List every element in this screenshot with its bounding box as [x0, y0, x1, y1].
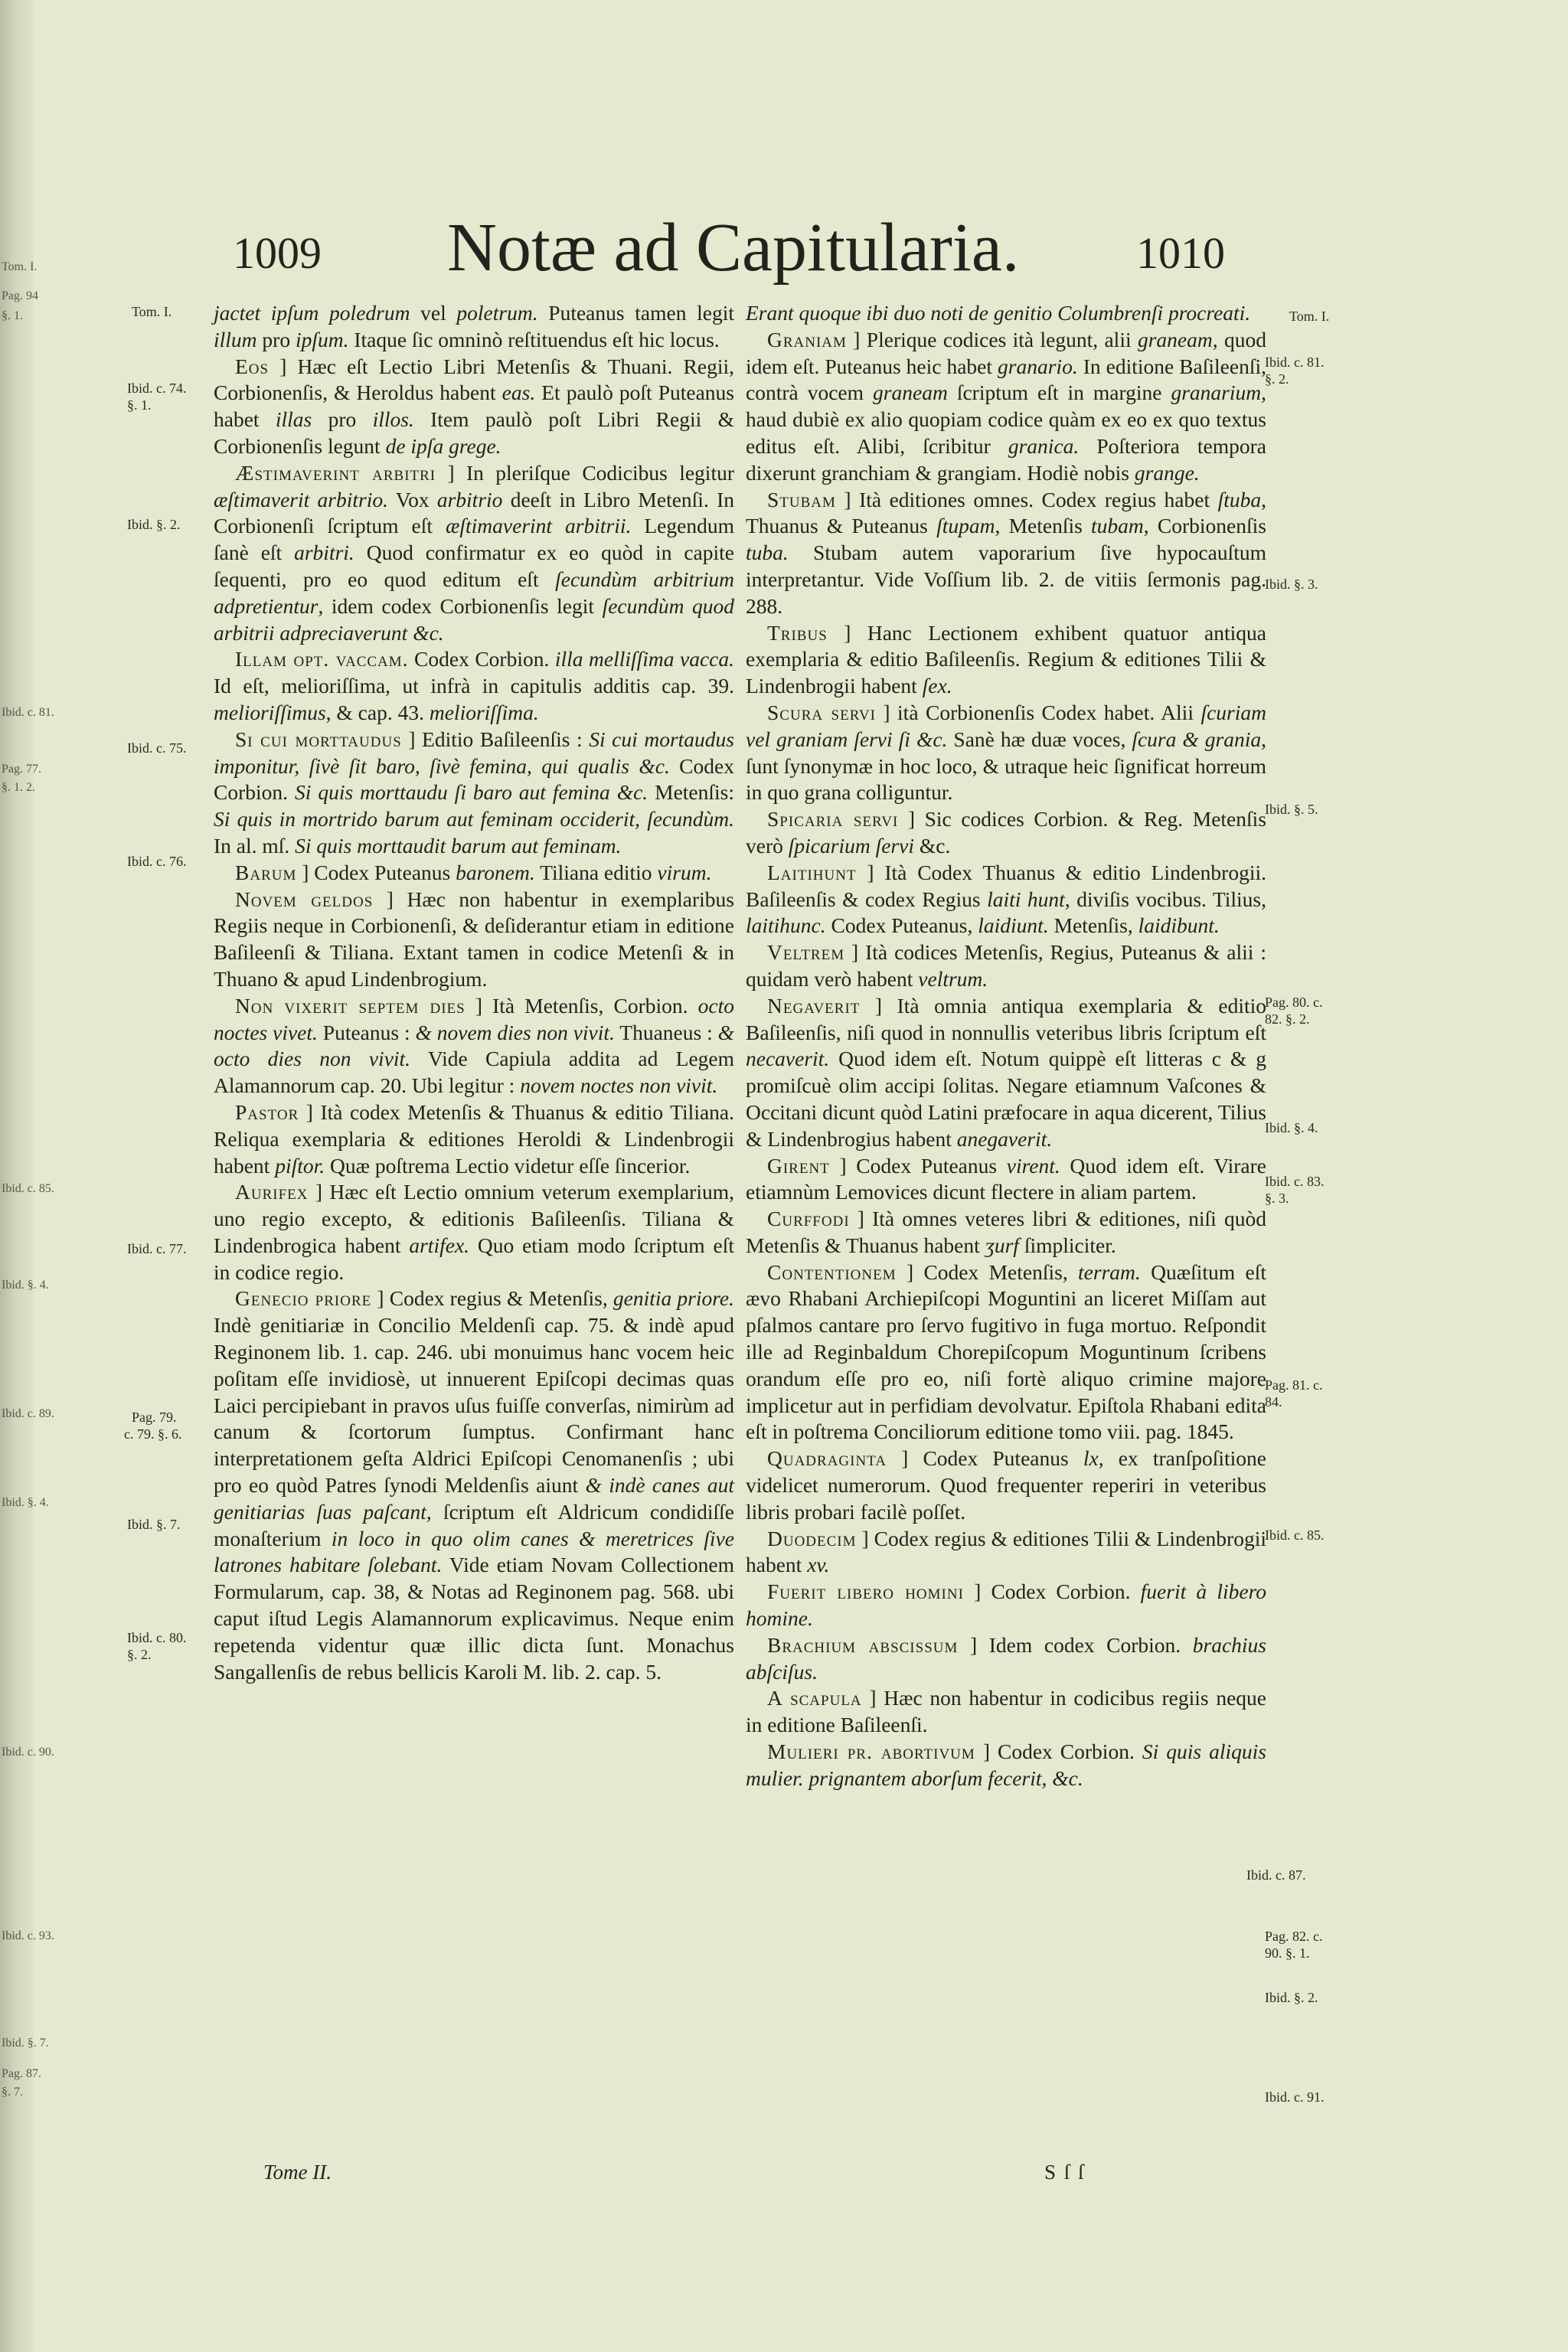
running-header	[34, 201, 1289, 285]
note-paragraph	[746, 1446, 1266, 1525]
page-title: Notæ ad Capitularia.	[447, 210, 1020, 286]
italic-text: æſtimaverit arbitrio.	[214, 487, 388, 511]
text-run: ] Ità omnes veteres libri & editiones, niſi quòd Metenſis & Thuanus habent	[746, 1207, 1266, 1257]
gutter-note: Ibid. c. 85.	[2, 1182, 54, 1195]
lemma: Tribus	[767, 620, 828, 645]
margin-note: Pag. 81. c.	[1265, 1377, 1323, 1393]
italic-text: virent.	[1006, 1153, 1060, 1178]
text-run: Poſteriora tempora dixerunt granchiam & grangiam. Hodiè nobis	[746, 433, 1267, 485]
text-run: Quod idem eſt. Notum quippè eſt litteras c & g promiſcuè olim accipi ſolitas. Negare etiamnum Vaſcones & Occitani dicunt quòd Latini præfocare in aqua dicerent, Tilius & Lindenbrogius habent	[746, 1047, 1266, 1151]
text-run: , ſunt ſynonymæ in hoc loco, & utraque heic ſignificat horreum in quo grana colliguntur.	[746, 727, 1266, 805]
text-run: , diviſis vocibus. Tilius,	[1064, 887, 1267, 911]
italic-text: ſecundùm quod arbitrii adpreciaverunt &c.	[214, 593, 734, 645]
lemma: Barum	[235, 860, 297, 884]
italic-text: Si quis in mortrido barum aut feminam occiderit, ſecundùm.	[214, 807, 734, 831]
italic-text: Si cui mortaudus imponitur, ſivè ſit baro, ſivè femina, qui qualis &c.	[214, 727, 734, 778]
gutter-note: §. 1.	[2, 309, 23, 322]
italic-text: grange.	[1134, 460, 1200, 485]
note-paragraph	[746, 993, 1266, 1153]
italic-text: illum	[214, 327, 257, 351]
italic-text: granario.	[998, 354, 1078, 378]
margin-note: Ibid. c. 80.	[127, 1630, 187, 1645]
text-run: , & cap. 43.	[325, 700, 430, 724]
margin-note: Ibid. §. 7.	[127, 1517, 181, 1532]
note-paragraph	[214, 1099, 734, 1179]
margin-note: Tom. I.	[132, 304, 172, 319]
italic-text: melioriſſimus	[214, 700, 326, 724]
text-run: ] Ità codices Metenſis, Regius, Puteanus & alii : quidam verò habent	[746, 940, 1266, 991]
note-paragraph	[746, 487, 1266, 620]
lemma: Novem geldos	[235, 887, 374, 911]
text-run: Et paulò poſt Puteanus habet	[214, 381, 734, 432]
text-run: Legendum ſanè eſt	[214, 514, 734, 565]
margin-note: Ibid. §. 5.	[1265, 802, 1318, 817]
margin-note: Ibid. c. 83.	[1265, 1174, 1325, 1189]
margin-note: Ibid. c. 77.	[127, 1241, 187, 1256]
italic-text: ſcura & grania	[1132, 727, 1262, 751]
text-run: ] Plerique codices ità legunt, alii	[846, 327, 1138, 351]
italic-text: Si quis aliquis mulier. prignantem aborſum fecerit, &c.	[746, 1740, 1267, 1790]
italic-text: veltrum.	[918, 966, 988, 991]
italic-text: ſcuriam vel graniam ſervi ſi &c.	[746, 700, 1266, 751]
italic-text: arbitri.	[294, 541, 354, 565]
italic-text: baronem.	[456, 860, 535, 884]
margin-note: Pag. 80. c.	[1265, 995, 1323, 1010]
text-run: ] In pleriſque Codicibus legitur	[436, 460, 734, 485]
note-paragraph	[214, 727, 734, 860]
text-run: Vide Capiula addita ad Legem Alamannorum cap. 20. Ubi legitur :	[214, 1047, 734, 1098]
left-text-column	[214, 300, 734, 1685]
note-paragraph	[214, 646, 734, 726]
lemma: Spicaria servi	[767, 807, 899, 831]
italic-text: anegaverit.	[956, 1126, 1053, 1151]
text-run: ] Codex regius & Metenſis,	[371, 1286, 613, 1311]
italic-text: granica.	[1008, 433, 1080, 458]
text-run: ] ità Corbionenſis Codex habet. Alii	[875, 700, 1201, 724]
lemma: Quadraginta	[767, 1446, 887, 1471]
text-run: ] Codex regius & editiones Tilii & Lindenbrogii habent	[746, 1526, 1266, 1577]
italic-text: ſex.	[922, 674, 952, 698]
text-run: ] Hæc eſt Lectio Libri Metenſis & Thuani. Regii, Corbionenſis, & Heroldus habent	[214, 354, 734, 405]
text-run: pro	[312, 407, 373, 432]
text-run: , idem codex Corbionenſis legit	[318, 593, 603, 618]
text-run: ] Hæc non habentur in exemplaribus Regiis neque in Corbionenſi, & deſiderantur etiam in editione Baſileenſi & Tiliana. Extant tamen in codice Metenſi & in Thuano & apud Lindenbrogium.	[214, 887, 734, 991]
text-run: Vox	[387, 487, 437, 511]
text-run: Stubam autem vaporarium ſive hypocauſtum interpretantur. Vide Voſſium lib. 2. de vitiis ſermonis pag. 288.	[746, 541, 1266, 618]
text-run: Itaque ſic omninò reſtituendus eſt hic locus.	[348, 327, 720, 351]
lemma: Stubam	[767, 487, 836, 511]
note-paragraph	[214, 460, 734, 647]
margin-note: 82. §. 2.	[1265, 1011, 1310, 1027]
italic-text: laidibunt.	[1138, 913, 1220, 938]
gutter-note: Pag. 87.	[2, 2067, 41, 2080]
gutter-note: Ibid. §. 7.	[2, 2037, 49, 2050]
italic-text: & novem dies non vivit.	[415, 1020, 615, 1044]
margin-note: §. 3.	[1265, 1191, 1289, 1206]
text-run: Quæ poſtrema Lectio videtur eſſe ſincerior.	[325, 1153, 691, 1178]
text-run: Quo etiam modo ſcriptum eſt in codice regio.	[214, 1233, 735, 1284]
text-run: vel	[410, 301, 457, 325]
margin-note: Pag. 82. c.	[1265, 1929, 1323, 1944]
text-run: Tiliana editio	[534, 860, 658, 884]
text-run: &c.	[913, 833, 951, 858]
lemma: Girent	[767, 1153, 830, 1178]
italic-text: in loco in quo olim canes & meretrices ſive latrones habitare ſolebant.	[214, 1526, 734, 1577]
italic-text: ʒurf	[985, 1233, 1019, 1257]
margin-note: Ibid. c. 76.	[127, 854, 187, 869]
book-page	[34, 0, 1568, 2352]
italic-text: artifex.	[409, 1233, 470, 1257]
text-run: Item paulò poſt Libri Regii & Corbionenſis legunt	[214, 407, 734, 458]
italic-text: piſtor.	[275, 1153, 325, 1178]
text-run: , haud dubiè ex alio quopiam codice quàm ex eo ex quo textus editus eſt. Alibi, ſcribitur	[746, 381, 1267, 458]
note-paragraph	[214, 993, 734, 1099]
italic-text: ſtupam	[936, 514, 995, 538]
text-run: ] Editio Baſileenſis :	[401, 727, 590, 751]
italic-text: tuba.	[746, 541, 789, 565]
right-text-column	[746, 300, 1266, 1792]
italic-text: fuerit à libero homine.	[746, 1579, 1267, 1631]
note-paragraph	[746, 1685, 1266, 1739]
lemma: Illam opt. vaccam.	[235, 647, 409, 671]
gutter-note: Ibid. c. 93.	[2, 1929, 54, 1942]
margin-note: Ibid. c. 85.	[1265, 1527, 1325, 1543]
lemma: Curffodi	[767, 1207, 850, 1231]
lemma: Si cui morttaudus	[235, 727, 402, 751]
binding-gutter	[0, 0, 54, 2352]
text-run: Codex Corbion.	[214, 753, 734, 805]
text-run: Puteanus tamen legit	[537, 301, 734, 325]
lemma: Fuerit libero homini	[767, 1579, 964, 1604]
margin-note: Ibid. c. 91.	[1265, 2089, 1325, 2105]
gathering-signature: S ſ ſ	[1044, 2161, 1086, 2184]
margin-note: Ibid. c. 74.	[127, 381, 187, 396]
lemma: Mulieri pr. abortivum	[767, 1740, 975, 1764]
note-paragraph	[746, 1632, 1266, 1686]
italic-text: melioriſſima.	[429, 700, 539, 724]
note-paragraph	[746, 939, 1266, 993]
italic-text: & indè canes aut genitiarias ſuas paſcant,	[214, 1473, 734, 1524]
text-run: Metenſis:	[648, 780, 735, 805]
margin-note: Ibid. §. 3.	[1265, 577, 1318, 592]
margin-note: 84.	[1265, 1394, 1282, 1410]
margin-note: 90. §. 1.	[1265, 1945, 1310, 1961]
margin-note: Ibid. §. 4.	[1265, 1120, 1318, 1135]
italic-text: brachius abſciſus.	[746, 1632, 1266, 1684]
note-paragraph	[214, 860, 734, 887]
lemma: Aurifex	[235, 1180, 309, 1204]
text-run: Id eſt, melioriſſima, ut infrà in capitulis additis cap. 39.	[214, 674, 734, 698]
italic-text: octo noctes vivet.	[214, 993, 734, 1044]
italic-text: laitihunc.	[746, 913, 826, 938]
text-run: Quod idem eſt. Virare etiamnùm Lemovices dicunt flectere in aliam partem.	[746, 1153, 1266, 1204]
lemma: Non vixerit septem dies	[235, 993, 466, 1018]
margin-note: Ibid. c. 81.	[1265, 354, 1325, 370]
note-paragraph	[746, 620, 1266, 700]
italic-text: ipſum.	[295, 327, 349, 351]
italic-text: graneam,	[1137, 327, 1218, 351]
text-run: ] Codex Puteanus	[829, 1153, 1007, 1178]
text-run: Codex Puteanus,	[825, 913, 978, 938]
lemma: Graniam	[767, 327, 847, 351]
italic-text: laidiunt.	[978, 913, 1049, 938]
italic-text: Erant quoque ibi duo noti de genitio Columbrenſi procreati.	[746, 301, 1251, 325]
lemma: Veltrem	[767, 940, 845, 965]
lemma: Contentionem	[767, 1259, 897, 1284]
text-run: ] Codex Corbion.	[963, 1579, 1141, 1604]
text-run: ſimpliciter.	[1018, 1233, 1116, 1257]
text-run: Thuaneus :	[614, 1020, 718, 1044]
note-paragraph	[746, 1259, 1266, 1446]
italic-text: graneam	[873, 381, 948, 405]
gutter-note: Tom. I.	[2, 260, 38, 273]
text-run: In al. mſ.	[214, 833, 296, 858]
gutter-note: §. 7.	[2, 2086, 23, 2099]
text-run: ] Hæc non habentur in codicibus regiis neque in editione Baſileenſi.	[746, 1686, 1267, 1737]
note-paragraph	[746, 700, 1266, 806]
margin-note: §. 2.	[1265, 371, 1289, 387]
lemma: A scapula	[767, 1686, 862, 1710]
italic-text: illa melliſſima vacca.	[554, 647, 734, 671]
text-run: Sanè hæ duæ voces,	[947, 727, 1132, 751]
margin-note: Pag. 79.	[132, 1410, 177, 1425]
italic-text: jactet ipſum poledrum	[214, 301, 410, 325]
note-paragraph	[746, 806, 1266, 860]
margin-note: Ibid. c. 75.	[127, 740, 187, 756]
text-run: ] Hæc eſt Lectio omnium veterum exemplarium, uno regio excepto, & editionis Baſileenſis. Tiliana & Lindenbrogica habent	[214, 1180, 734, 1257]
text-run: ] Codex Corbion.	[975, 1740, 1142, 1764]
italic-text: novem noctes non vivit.	[520, 1073, 718, 1098]
margin-note: Tom. I.	[1289, 309, 1330, 324]
text-run: , Thuanus & Puteanus	[746, 487, 1266, 538]
text-run: ] Ità editiones omnes. Codex regius habet	[835, 487, 1218, 511]
italic-text: eas.	[501, 381, 536, 405]
text-run: Codex Corbion.	[408, 647, 555, 671]
gutter-note: Ibid. §. 4.	[2, 1279, 49, 1292]
italic-text: poletrum.	[456, 301, 538, 325]
note-paragraph	[214, 300, 734, 354]
italic-text: genitia priore.	[612, 1286, 734, 1311]
italic-text: ſecundùm arbitrium adpretientur	[214, 567, 734, 618]
gutter-note: Pag. 94	[2, 289, 38, 302]
margin-note: Ibid. §. 2.	[127, 517, 181, 532]
italic-text: arbitrio	[436, 487, 503, 511]
lemma: Æstimaverint arbitri	[235, 460, 436, 485]
italic-text: ſpicarium ſervi	[788, 833, 914, 858]
note-paragraph	[746, 860, 1266, 939]
text-run: ] Idem codex Corbion.	[958, 1632, 1193, 1657]
margin-note: §. 1.	[127, 397, 152, 413]
note-paragraph	[214, 1285, 734, 1685]
text-run: ] Hanc Lectionem exhibent quatuor antiqua exemplaria & editio Baſileenſis. Regium & editiones Tilii & Lindenbrogii habent	[746, 620, 1266, 698]
text-run: ] Codex Puteanus	[887, 1446, 1083, 1471]
text-run: , Corbionenſis	[1143, 514, 1266, 538]
text-run: ] Ità Metenſis, Corbion.	[465, 993, 698, 1018]
italic-text: laiti hunt	[987, 887, 1065, 911]
text-run: ] Ità omnia antiqua exemplaria & editio Baſileenſis, niſi quod in nonnullis veteribus libris ſcriptum eſt	[746, 993, 1266, 1044]
italic-text: virum.	[657, 860, 712, 884]
margin-note: c. 79. §. 6.	[124, 1426, 182, 1442]
text-run: Quæſitum eſt ævo Rhabani Archiepiſcopi Moguntini an liceret Miſſam aut pſalmos cantare pro ſervo fugitivo in fuga mortuo. Reſpondit ille ad Reginbaldum Chorepiſcopum Moguntinum ſcribens orandum eſſe pro eo, niſi fortè aliquo crimine majore implicetur aut in perfidiam devolvatur. Epiſtola Rhabani edita eſt in poſtrema Conciliorum editione tomo viii. pag. 1845.	[746, 1259, 1266, 1444]
gutter-note: Ibid. c. 81.	[2, 706, 54, 719]
lemma: Duodecim	[767, 1526, 857, 1550]
text-run: , Metenſis	[995, 514, 1092, 538]
text-run: ] Codex Metenſis,	[896, 1259, 1079, 1284]
italic-text: ſtuba	[1217, 487, 1262, 511]
volume-signature: Tome II.	[263, 2161, 332, 2184]
note-paragraph	[746, 300, 1266, 327]
note-paragraph	[214, 887, 734, 993]
lemma: Scura servi	[767, 700, 876, 724]
text-run: pro	[256, 327, 296, 351]
text-run: Indè genitiariæ in Concilio Meldenſi cap. 75. & indè apud Reginonem lib. 1. cap. 246. ubi monuimus hanc vocem heic poſitam eſſe invidiosè, ut innuerent Epiſcopi decimas quas Laici percipiebant in pravos uſus fuiſſe converſas, nimirùm ad canum & ſcortorum ſumptus. Confirmant hanc interpretationem geſta Aldrici Epiſcopi Cenomanenſis ; ubi pro eo quòd Patres ſynodi Meldenſis aiunt	[214, 1313, 734, 1498]
gutter-note: Ibid. c. 89.	[2, 1407, 54, 1420]
lemma: Pastor	[235, 1099, 299, 1124]
lemma: Eos	[235, 354, 270, 378]
note-paragraph	[214, 354, 734, 460]
gutter-note: Pag. 77.	[2, 763, 41, 776]
note-paragraph	[746, 1206, 1266, 1259]
lemma: Negaverit	[767, 993, 861, 1018]
italic-text: xv.	[807, 1553, 830, 1577]
text-run: ſcriptum eſt Aldricum condidiſſe monaſterium	[214, 1499, 735, 1550]
text-run: Vide etiam Novam Collectionem Formularum, cap. 38, & Notas ad Reginonem pag. 568. ubi caput iſtud Legis Alamannorum explicavimus. Neque enim repetenda videntur quæ illic dicta ſunt. Monachus Sangallenſis de rebus bellicis Karoli M. lib. 2. cap. 5.	[214, 1553, 734, 1684]
note-paragraph	[746, 1526, 1266, 1579]
italic-text: illas	[275, 407, 312, 432]
text-run: ex tranſpoſitione videlicet numerorum. Quod frequenter reperiri in veteribus libris probari facilè poſſet.	[746, 1446, 1266, 1524]
italic-text: æſtimaverint arbitrii.	[446, 514, 632, 538]
text-run: Quod confirmatur ex eo quòd in capite ſequenti, pro eo quod editum eſt	[214, 541, 734, 591]
text-run: ſcriptum eſt in margine	[947, 381, 1171, 405]
text-run: ] Sic codices Corbion. & Reg. Metenſis verò	[746, 807, 1266, 858]
margin-note: Ibid. §. 2.	[1265, 1990, 1318, 2005]
lemma: Laitihunt	[767, 860, 857, 884]
text-run: deeſt in Libro Metenſi. In Corbionenſi ſcriptum eſt	[214, 487, 734, 538]
margin-note: Ibid. c. 87.	[1246, 1867, 1306, 1883]
text-run: In editione Baſileenſi, contrà vocem	[746, 354, 1266, 405]
right-page-number: 1010	[1136, 228, 1225, 278]
italic-text: Si quis morttaudu ſi baro aut femina &c.	[294, 780, 648, 805]
italic-text: lx,	[1083, 1446, 1104, 1471]
italic-text: de ipſa grege.	[385, 433, 501, 458]
left-page-number: 1009	[233, 228, 322, 278]
italic-text: terram.	[1078, 1259, 1141, 1284]
italic-text: illos.	[372, 407, 414, 432]
text-run: Metenſis,	[1048, 913, 1138, 938]
text-run: Puteanus :	[317, 1020, 416, 1044]
gutter-note: Ibid. c. 90.	[2, 1746, 54, 1759]
italic-text: Si quis morttaudit barum aut feminam.	[295, 833, 622, 858]
note-paragraph	[746, 1579, 1266, 1632]
note-paragraph	[746, 1739, 1266, 1792]
gutter-note: §. 1. 2.	[2, 781, 35, 794]
text-run: ] Codex Puteanus	[296, 860, 456, 884]
text-run: ] Ità codex Metenſis & Thuanus & editio Tiliana. Reliqua exemplaria & editiones Heroldi & Lindenbrogii habent	[214, 1099, 734, 1178]
margin-note: §. 2.	[127, 1647, 152, 1662]
italic-text: & octo dies non vivit.	[214, 1020, 734, 1071]
note-paragraph	[214, 1179, 734, 1285]
note-paragraph	[746, 1153, 1266, 1207]
italic-text: tubam	[1091, 514, 1144, 538]
text-run: ] Ità Codex Thuanus & editio Lindenbrogii. Baſileenſis & codex Regius	[746, 860, 1266, 911]
note-paragraph	[746, 327, 1266, 487]
lemma: Genecio priore	[235, 1286, 372, 1311]
italic-text: granarium	[1171, 381, 1262, 405]
text-run: quod idem eſt. Puteanus heic habet	[746, 327, 1266, 378]
italic-text: necaverit.	[746, 1047, 830, 1071]
gutter-note: Ibid. §. 4.	[2, 1496, 49, 1509]
lemma: Brachium abscissum	[767, 1632, 959, 1657]
